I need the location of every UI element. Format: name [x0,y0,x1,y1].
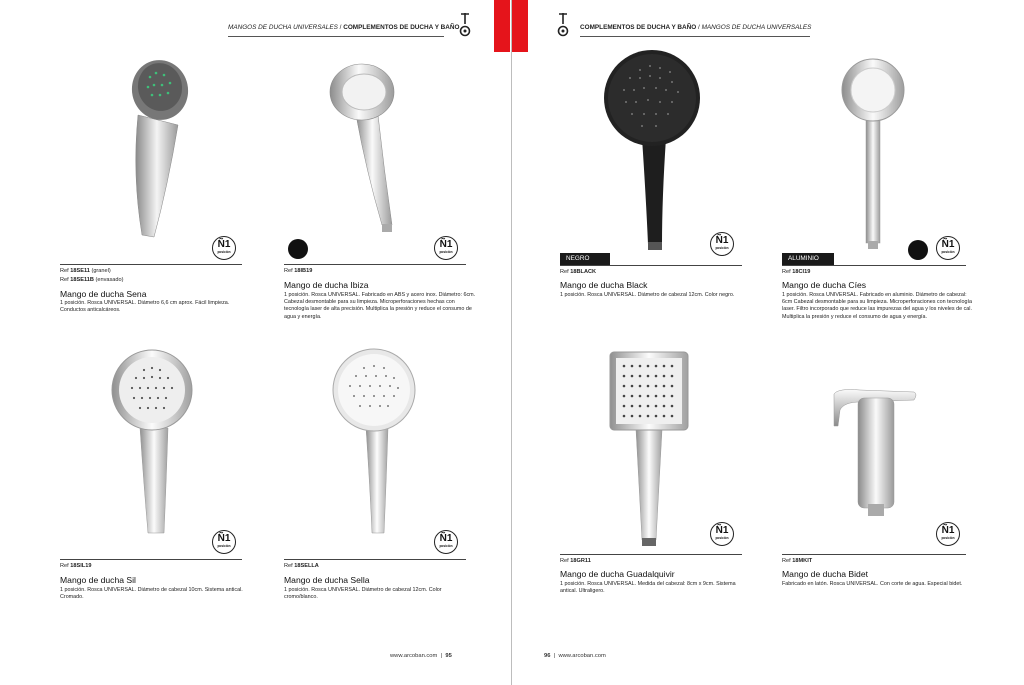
color-tag-aluminio: ALUMINIO [782,253,834,265]
product-image-ibiza [326,60,406,240]
one-position-badge: Ñ1 posición [936,522,960,546]
product-ref: Ref 18SE11B (envasado) [60,277,124,283]
one-position-badge: Ñ1 posición [434,530,458,554]
header-rule [580,36,810,37]
page-number: 95 [445,653,452,659]
header-category: COMPLEMENTOS DE DUCHA Y BAÑO [343,24,460,31]
one-position-badge: Ñ1 posición [936,236,960,260]
product-title: Mango de ducha Guadalquivir [560,569,675,579]
product-image-guadalquivir [606,350,696,550]
left-header: MANGOS DE DUCHA UNIVERSALES / COMPLEMENTOS DE DUCHA Y BAÑO [228,24,460,31]
product-description: 1 posición. Rosca UNIVERSAL. Diámetro de cabezal 12cm. Color negro. [560,292,735,298]
left-footer: www.arcoban.com | 95 [390,653,452,659]
product-ref: Ref 18BLACK [560,269,597,275]
product-rule [560,554,742,555]
product-rule [60,559,242,560]
product-description: 1 posición. Rosca UNIVERSAL. Diámetro de cabezal 12cm. Color cromo/blanco. [284,587,442,601]
product-image-sella [326,348,416,538]
product-title: Mango de ducha Black [560,280,648,290]
product-ref: Ref 18CI19 [782,269,811,275]
product-description: 1 posición. Rosca UNIVERSAL. Fabricado en ABS y acero inox. Diámetro: 6cm. Cabezal desmontable para su limpieza. Microperforaciones hechas con tecnología laser de alta precisión. Multiplica la presión y reduce el consumo de agua y energía. [284,292,476,320]
right-page [512,0,1024,685]
footer-website[interactable]: www.arcoban.com [558,653,606,659]
one-position-badge: Ñ1 posición [212,236,236,260]
product-rule [560,265,742,266]
section-marker [494,0,510,52]
product-ref: Ref 18SIL19 [60,563,92,569]
product-description: 1 posición. Rosca UNIVERSAL. Diámetro de cabezal 10cm. Sistema antical. Cromado. [60,587,243,601]
one-position-badge: Ñ1 posición [710,232,734,256]
eco-icon [908,240,928,260]
product-image-sena [120,55,190,245]
section-marker [512,0,528,52]
product-rule [284,559,466,560]
header-rule [228,36,444,37]
right-footer: 96 | www.arcoban.com [544,653,606,659]
product-description: 1 posición. Rosca UNIVERSAL. Diámetro 6,6 cm aprox. Fácil limpieza. Conductos anticalcáreos. [60,300,230,314]
product-ref: Ref 18MKIT [782,558,813,564]
header-category: COMPLEMENTOS DE DUCHA Y BAÑO [580,24,697,31]
product-ref: Ref 18SE11 (granel) [60,268,111,274]
product-ref: Ref 18GR11 [560,558,591,564]
product-title: Mango de ducha Sil [60,575,136,585]
product-image-bidet [830,380,920,520]
product-title: Mango de ducha Cíes [782,280,867,290]
product-title: Mango de ducha Sella [284,575,370,585]
product-rule [60,264,242,265]
one-position-badge: Ñ1 posición [434,236,458,260]
color-tag-negro: NEGRO [560,253,610,265]
one-position-badge: Ñ1 posición [710,522,734,546]
left-page [0,0,511,685]
product-image-sil [104,348,194,538]
product-description: 1 posición. Rosca UNIVERSAL. Medida del cabezal: 8cm x 9cm. Sistema antical. Ultraligero. [560,581,736,595]
header-section: MANGOS DE DUCHA UNIVERSALES [701,24,812,31]
product-description: Fabricado en latón. Rosca UNIVERSAL. Con corte de agua. Especial bidet. [782,581,963,587]
one-position-badge: Ñ1 posición [212,530,236,554]
product-image-cies [838,58,908,253]
footer-website[interactable]: www.arcoban.com [390,653,438,659]
shower-hook-icon [458,12,472,38]
product-rule [782,265,966,266]
eco-icon [288,239,308,259]
product-title: Mango de ducha Ibiza [284,280,369,290]
product-image-black [600,48,700,253]
header-section: MANGOS DE DUCHA UNIVERSALES [228,24,338,31]
product-description: 1 posición. Rosca UNIVERSAL. Fabricado en aluminio. Diámetro de cabezal: 6cm Cabezal desmontable para su limpieza. Microperforaciones con tecnología laser. Filtro incorporado que reduce las impurezas del agua y los niveles de cal. Multiplica la presión y reduce el consumo de agua y energía. [782,292,972,320]
right-header: COMPLEMENTOS DE DUCHA Y BAÑO / MANGOS DE DUCHA UNIVERSALES [580,24,812,31]
product-rule [284,264,466,265]
shower-hook-icon [556,12,570,38]
product-ref: Ref 18SELLA [284,563,319,569]
product-rule [782,554,966,555]
page-number: 96 [544,653,551,659]
product-ref: Ref 18IB19 [284,268,313,274]
product-title: Mango de ducha Sena [60,289,147,299]
product-title: Mango de ducha Bidet [782,569,869,579]
